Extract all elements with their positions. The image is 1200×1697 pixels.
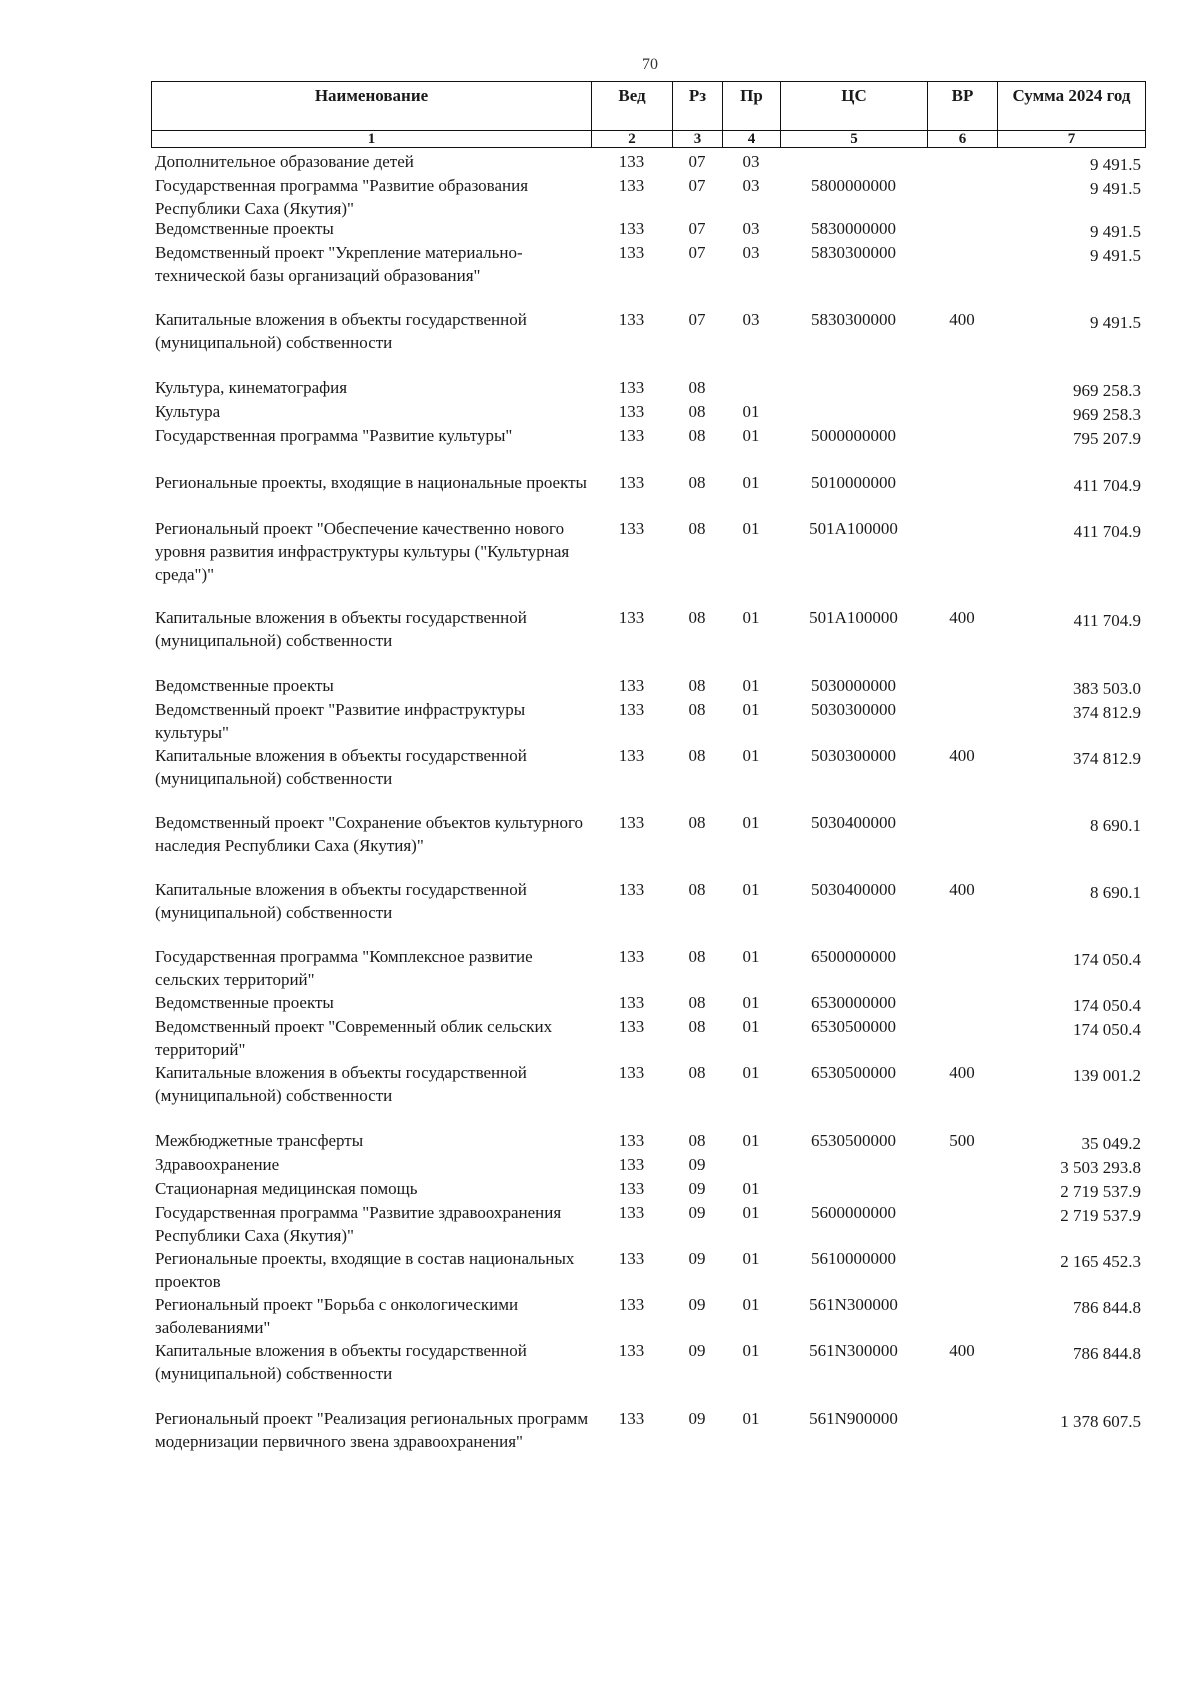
- row-pr: 03: [742, 152, 760, 171]
- row-pr: 01: [742, 947, 760, 966]
- row-ved: 133: [618, 746, 645, 765]
- row-name: Региональный проект "Реализация региональных программ модернизации первичного звена здравоохранения": [155, 1409, 589, 1451]
- column-number: 5: [781, 131, 928, 148]
- row-cs: 5830300000: [811, 310, 896, 329]
- row-sum: 8 690.1: [1090, 883, 1141, 902]
- table-row: [151, 241, 1145, 287]
- row-ved: 133: [618, 152, 645, 171]
- row-rz: 07: [688, 219, 706, 238]
- row-cs: 5830300000: [811, 243, 896, 262]
- row-vr: 400: [949, 880, 975, 899]
- table-row: [151, 308, 1145, 354]
- row-rz: 09: [688, 1295, 706, 1314]
- row-name: Стационарная медицинская помощь: [155, 1179, 418, 1198]
- row-cs: 5610000000: [811, 1249, 896, 1268]
- table-row: [151, 1015, 1145, 1061]
- table-row: [151, 674, 1145, 700]
- table-row: [151, 1407, 1145, 1453]
- row-name: Государственная программа "Развитие культуры": [155, 426, 513, 445]
- row-vr: 400: [949, 1341, 975, 1360]
- column-number: 1: [152, 131, 592, 148]
- row-pr: 01: [742, 426, 760, 445]
- row-ved: 133: [618, 1155, 645, 1174]
- row-ved: 133: [618, 219, 645, 238]
- row-sum: 2 165 452.3: [1060, 1252, 1141, 1271]
- table-row: [151, 1153, 1145, 1179]
- row-cs: 5030000000: [811, 676, 896, 695]
- row-ved: 133: [618, 1017, 645, 1036]
- row-ved: 133: [618, 676, 645, 695]
- row-ved: 133: [618, 1409, 645, 1428]
- row-pr: 03: [742, 219, 760, 238]
- row-pr: 01: [742, 473, 760, 492]
- row-ved: 133: [618, 1063, 645, 1082]
- column-number: 2: [592, 131, 673, 148]
- row-cs: 5000000000: [811, 426, 896, 445]
- row-ved: 133: [618, 1295, 645, 1314]
- row-sum: 411 704.9: [1073, 611, 1141, 630]
- row-cs: 6530500000: [811, 1131, 896, 1150]
- table-row: [151, 1061, 1145, 1107]
- row-ved: 133: [618, 176, 645, 195]
- row-ved: 133: [618, 310, 645, 329]
- row-cs: 5010000000: [811, 473, 896, 492]
- row-pr: 01: [742, 1063, 760, 1082]
- row-rz: 08: [688, 1017, 706, 1036]
- row-cs: 561N300000: [809, 1341, 898, 1360]
- row-sum: 411 704.9: [1073, 476, 1141, 495]
- row-name: Региональный проект "Обеспечение качественно нового уровня развития инфраструктуры культуры ("Культурная среда")": [155, 519, 570, 584]
- row-rz: 08: [688, 746, 706, 765]
- row-name: Государственная программа "Развитие здравоохранения Республики Саха (Якутия)": [155, 1203, 562, 1245]
- row-name: Здравоохранение: [155, 1155, 280, 1174]
- row-cs: 501A100000: [809, 608, 898, 627]
- column-header-cs: ЦС: [781, 82, 928, 131]
- row-sum: 9 491.5: [1090, 155, 1141, 174]
- row-rz: 09: [688, 1249, 706, 1268]
- row-cs: 5830000000: [811, 219, 896, 238]
- row-rz: 08: [688, 1131, 706, 1150]
- table-row: [151, 606, 1145, 652]
- row-sum: 8 690.1: [1090, 816, 1141, 835]
- table-row: [151, 150, 1145, 176]
- row-sum: 3 503 293.8: [1060, 1158, 1141, 1177]
- row-name: Культура, кинематография: [155, 378, 348, 397]
- table-row: [151, 517, 1145, 586]
- table-row: [151, 1293, 1145, 1339]
- row-cs: 6530500000: [811, 1063, 896, 1082]
- row-name: Ведомственные проекты: [155, 219, 334, 238]
- row-cs: 561N300000: [809, 1295, 898, 1314]
- column-header-sum: Сумма 2024 год: [998, 82, 1146, 131]
- row-ved: 133: [618, 880, 645, 899]
- row-sum: 786 844.8: [1073, 1298, 1141, 1317]
- table-row: [151, 424, 1145, 450]
- row-name: Государственная программа "Комплексное развитие сельских территорий": [155, 947, 533, 989]
- row-rz: 08: [688, 426, 706, 445]
- row-rz: 08: [688, 700, 706, 719]
- row-sum: 411 704.9: [1073, 522, 1141, 541]
- row-rz: 08: [688, 880, 706, 899]
- row-rz: 08: [688, 519, 706, 538]
- row-sum: 174 050.4: [1073, 1020, 1141, 1039]
- table-row: [151, 811, 1145, 857]
- row-rz: 07: [688, 152, 706, 171]
- table-row: [151, 991, 1145, 1017]
- row-sum: 786 844.8: [1073, 1344, 1141, 1363]
- row-pr: 01: [742, 1409, 760, 1428]
- row-cs: 5030300000: [811, 700, 896, 719]
- row-ved: 133: [618, 608, 645, 627]
- table-row: [151, 1129, 1145, 1155]
- row-rz: 08: [688, 402, 706, 421]
- row-pr: 01: [742, 1295, 760, 1314]
- row-name: Ведомственный проект "Развитие инфраструктуры культуры": [155, 700, 526, 742]
- row-name: Капитальные вложения в объекты государственной (муниципальной) собственности: [155, 1341, 527, 1383]
- row-name: Ведомственный проект "Сохранение объектов культурного наследия Республики Саха (Якутия)": [155, 813, 584, 855]
- row-ved: 133: [618, 813, 645, 832]
- row-name: Межбюджетные трансферты: [155, 1131, 364, 1150]
- table-row: [151, 1247, 1145, 1293]
- row-ved: 133: [618, 1249, 645, 1268]
- row-pr: 01: [742, 1341, 760, 1360]
- row-ved: 133: [618, 1203, 645, 1222]
- column-number: 3: [673, 131, 723, 148]
- row-sum: 969 258.3: [1073, 381, 1141, 400]
- row-rz: 09: [688, 1409, 706, 1428]
- row-name: Региональный проект "Борьба с онкологическими заболеваниями": [155, 1295, 519, 1337]
- row-name: Ведомственные проекты: [155, 676, 334, 695]
- row-name: Капитальные вложения в объекты государственной (муниципальной) собственности: [155, 746, 527, 788]
- row-name: Государственная программа "Развитие образования Республики Саха (Якутия)": [155, 176, 529, 218]
- row-cs: 501A100000: [809, 519, 898, 538]
- row-rz: 08: [688, 993, 706, 1012]
- row-ved: 133: [618, 519, 645, 538]
- table-row: [151, 174, 1145, 220]
- row-rz: 09: [688, 1155, 706, 1174]
- row-vr: 400: [949, 310, 975, 329]
- row-name: Капитальные вложения в объекты государственной (муниципальной) собственности: [155, 1063, 527, 1105]
- column-number: 7: [998, 131, 1146, 148]
- row-ved: 133: [618, 473, 645, 492]
- row-ved: 133: [618, 426, 645, 445]
- table-row: [151, 471, 1145, 497]
- row-ved: 133: [618, 243, 645, 262]
- table-row: [151, 878, 1145, 924]
- row-rz: 09: [688, 1341, 706, 1360]
- row-ved: 133: [618, 1131, 645, 1150]
- row-rz: 08: [688, 608, 706, 627]
- row-name: Региональные проекты, входящие в национальные проекты: [155, 473, 587, 492]
- row-rz: 08: [688, 813, 706, 832]
- row-sum: 969 258.3: [1073, 405, 1141, 424]
- column-number: 6: [928, 131, 998, 148]
- row-cs: 6530000000: [811, 993, 896, 1012]
- row-vr: 400: [949, 746, 975, 765]
- column-header-rz: Рз: [673, 82, 723, 131]
- row-vr: 500: [949, 1131, 975, 1150]
- row-sum: 139 001.2: [1073, 1066, 1141, 1085]
- row-pr: 01: [742, 1249, 760, 1268]
- table-row: [151, 1201, 1145, 1247]
- row-ved: 133: [618, 947, 645, 966]
- row-rz: 07: [688, 176, 706, 195]
- table-row: [151, 376, 1145, 402]
- row-name: Капитальные вложения в объекты государственной (муниципальной) собственности: [155, 310, 527, 352]
- row-rz: 08: [688, 947, 706, 966]
- table-row: [151, 217, 1145, 243]
- row-ved: 133: [618, 1179, 645, 1198]
- row-rz: 08: [688, 378, 706, 397]
- row-name: Капитальные вложения в объекты государственной (муниципальной) собственности: [155, 880, 527, 922]
- row-cs: 5600000000: [811, 1203, 896, 1222]
- table-header: [151, 81, 1146, 148]
- table-row: [151, 744, 1145, 790]
- row-rz: 07: [688, 243, 706, 262]
- row-pr: 01: [742, 1203, 760, 1222]
- row-cs: 6500000000: [811, 947, 896, 966]
- row-sum: 383 503.0: [1073, 679, 1141, 698]
- row-name: Капитальные вложения в объекты государственной (муниципальной) собственности: [155, 608, 527, 650]
- row-name: Ведомственные проекты: [155, 993, 334, 1012]
- table-row: [151, 1177, 1145, 1203]
- table-row: [151, 945, 1145, 991]
- row-sum: 795 207.9: [1073, 429, 1141, 448]
- row-name: Региональные проекты, входящие в состав национальных проектов: [155, 1249, 575, 1291]
- row-ved: 133: [618, 1341, 645, 1360]
- row-sum: 2 719 537.9: [1060, 1182, 1141, 1201]
- row-sum: 374 812.9: [1073, 703, 1141, 722]
- column-number: 4: [723, 131, 781, 148]
- row-sum: 174 050.4: [1073, 950, 1141, 969]
- row-pr: 01: [742, 813, 760, 832]
- row-sum: 9 491.5: [1090, 222, 1141, 241]
- column-header-pr: Пр: [723, 82, 781, 131]
- row-name: Дополнительное образование детей: [155, 152, 414, 171]
- row-pr: 01: [742, 700, 760, 719]
- column-header-name: Наименование: [152, 82, 592, 131]
- row-sum: 2 719 537.9: [1060, 1206, 1141, 1225]
- row-pr: 03: [742, 310, 760, 329]
- row-name: Культура: [155, 402, 221, 421]
- row-sum: 174 050.4: [1073, 996, 1141, 1015]
- row-cs: 561N900000: [809, 1409, 898, 1428]
- row-pr: 01: [742, 676, 760, 695]
- row-ved: 133: [618, 402, 645, 421]
- row-ved: 133: [618, 993, 645, 1012]
- page-number: 70: [642, 56, 658, 73]
- column-header-ved: Вед: [592, 82, 673, 131]
- row-rz: 09: [688, 1179, 706, 1198]
- row-rz: 08: [688, 676, 706, 695]
- row-pr: 01: [742, 880, 760, 899]
- row-name: Ведомственный проект "Современный облик сельских территорий": [155, 1017, 553, 1059]
- row-rz: 08: [688, 473, 706, 492]
- row-ved: 133: [618, 378, 645, 397]
- row-pr: 01: [742, 1017, 760, 1036]
- row-pr: 01: [742, 1131, 760, 1150]
- row-cs: 5030400000: [811, 813, 896, 832]
- table-row: [151, 698, 1145, 744]
- row-pr: 01: [742, 402, 760, 421]
- row-pr: 01: [742, 608, 760, 627]
- row-pr: 01: [742, 519, 760, 538]
- row-vr: 400: [949, 1063, 975, 1082]
- row-cs: 5030300000: [811, 746, 896, 765]
- row-cs: 5030400000: [811, 880, 896, 899]
- row-sum: 9 491.5: [1090, 313, 1141, 332]
- table-row: [151, 400, 1145, 426]
- row-sum: 9 491.5: [1090, 246, 1141, 265]
- row-sum: 9 491.5: [1090, 179, 1141, 198]
- column-header-vr: ВР: [928, 82, 998, 131]
- row-sum: 35 049.2: [1081, 1134, 1141, 1153]
- row-rz: 09: [688, 1203, 706, 1222]
- row-pr: 01: [742, 993, 760, 1012]
- row-vr: 400: [949, 608, 975, 627]
- row-sum: 374 812.9: [1073, 749, 1141, 768]
- table-row: [151, 1339, 1145, 1385]
- row-ved: 133: [618, 700, 645, 719]
- row-name: Ведомственный проект "Укрепление материально-технической базы организаций образования": [155, 243, 523, 285]
- row-pr: 03: [742, 243, 760, 262]
- row-sum: 1 378 607.5: [1060, 1412, 1141, 1431]
- row-cs: 5800000000: [811, 176, 896, 195]
- row-rz: 08: [688, 1063, 706, 1082]
- row-rz: 07: [688, 310, 706, 329]
- row-pr: 03: [742, 176, 760, 195]
- row-cs: 6530500000: [811, 1017, 896, 1036]
- row-pr: 01: [742, 1179, 760, 1198]
- row-pr: 01: [742, 746, 760, 765]
